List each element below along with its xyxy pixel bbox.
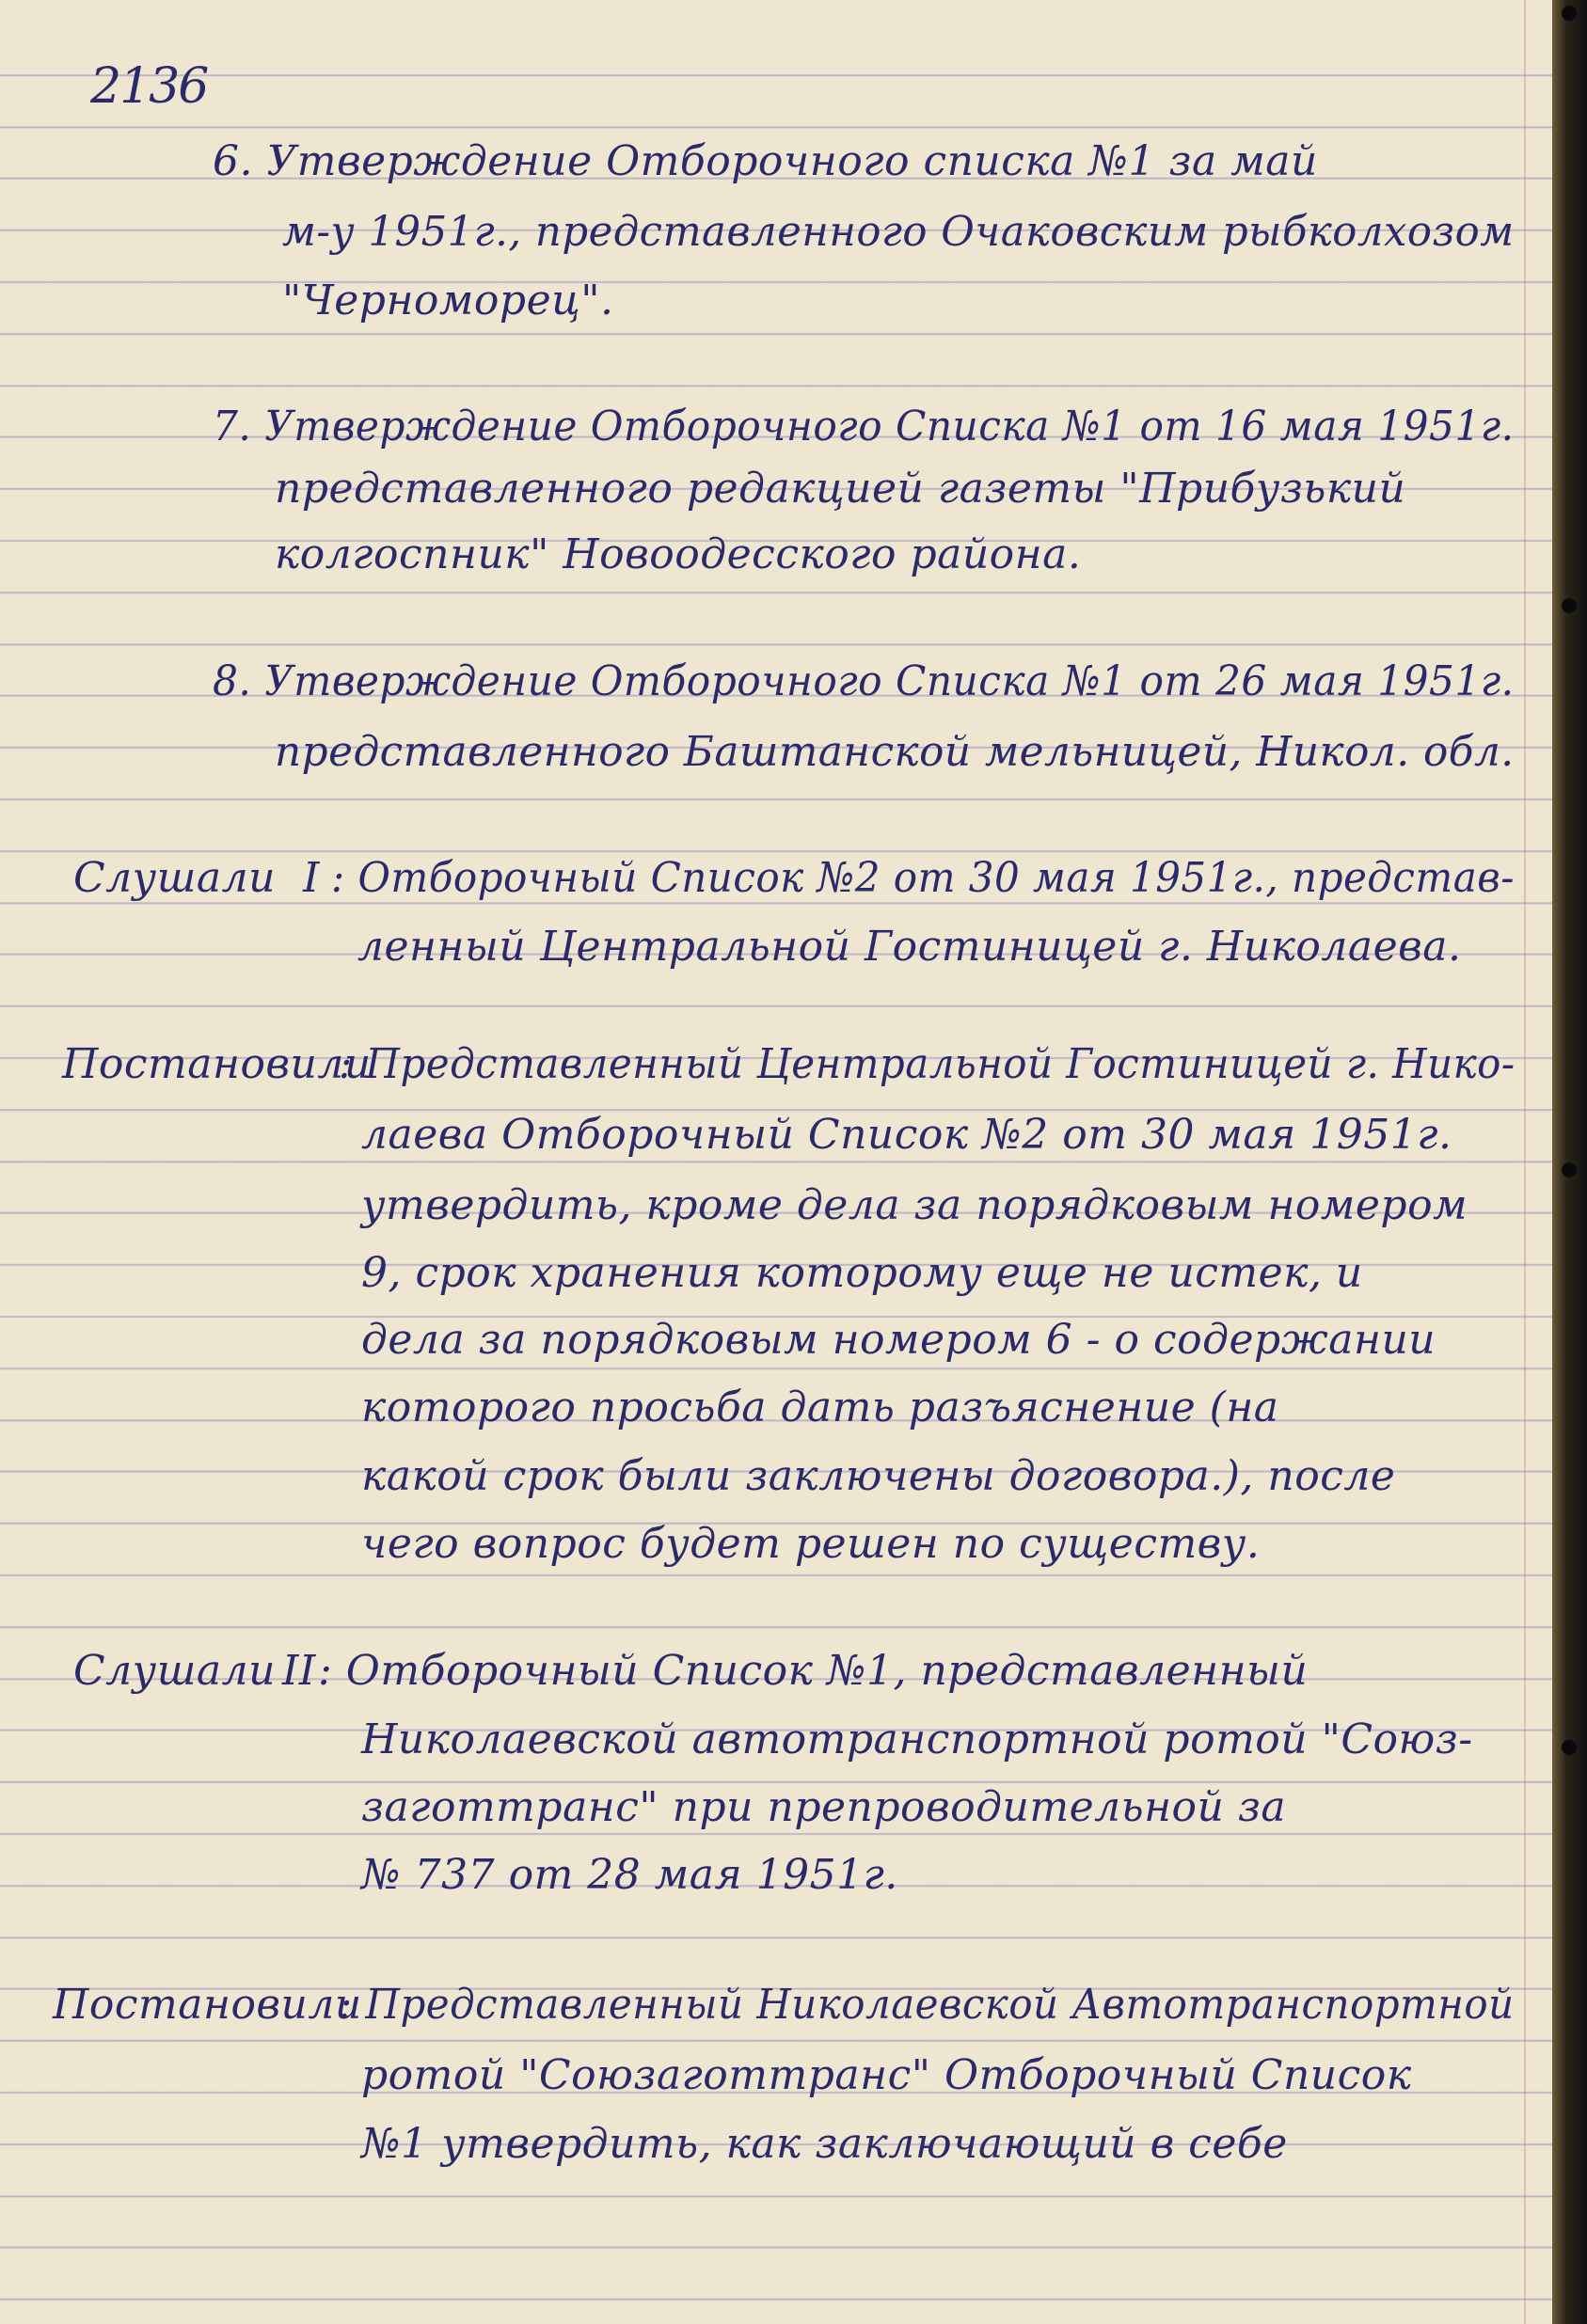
item-7-line-1: 7. Утверждение Отборочного Списка №1 от 16 мая 1951г. [213, 403, 1515, 451]
section-1-roman: I [303, 854, 320, 902]
item-7-line-3: колгоспник" Новоодесского района. [275, 530, 1082, 578]
section-2-line-4: 9, срок хранения которому еще не истек, и [361, 1249, 1363, 1297]
section-2-line-5: дела за порядковым номером 6 - о содержании [361, 1316, 1436, 1364]
section-1-line-2: ленный Центральной Гостиницей г. Николаева. [357, 923, 1462, 971]
section-2-line-8: чего вопрос будет решен по существу. [361, 1520, 1261, 1568]
section-4-label: Постановили [53, 1981, 362, 2029]
section-2-line-2: лаева Отборочный Список №2 от 30 мая 1951г. [361, 1111, 1452, 1159]
section-3-roman: II [282, 1647, 316, 1695]
section-3-line-4: № 737 от 28 мая 1951г. [361, 1851, 898, 1899]
section-1-label: Слушали [73, 854, 276, 902]
section-2-label: Постановили [62, 1040, 372, 1088]
section-3-line-1: : Отборочный Список №1, представленный [318, 1647, 1309, 1695]
item-6-line-3: "Черноморец". [282, 277, 614, 324]
margin-line [1524, 0, 1526, 2324]
item-8-line-1: 8. Утверждение Отборочного Списка №1 от 26 мая 1951г. [213, 657, 1515, 705]
binding-hole [1562, 6, 1577, 21]
section-1-line-1: : Отборочный Список №2 от 30 мая 1951г., представ- [331, 854, 1515, 902]
section-2-line-7: какой срок были заключены договора.), после [361, 1452, 1396, 1500]
binding-hole [1562, 1740, 1577, 1755]
section-3-line-3: заготтранс" при препроводительной за [361, 1783, 1287, 1831]
section-3-label: Слушали [73, 1647, 276, 1695]
section-2-line-3: утвердить, кроме дела за порядковым номером [361, 1181, 1468, 1229]
page-number: 2136 [90, 58, 208, 115]
section-4-line-3: №1 утвердить, как заключающий в себе [361, 2120, 1288, 2168]
item-6-line-1: 6. Утверждение Отборочного списка №1 за май [213, 137, 1318, 185]
section-3-line-2: Николаевской автотранспортной ротой "Союз- [361, 1715, 1473, 1763]
section-2-line-6: которого просьба дать разъяснение (на [361, 1383, 1279, 1431]
binding-hole [1562, 1162, 1577, 1178]
item-6-line-2: м-у 1951г., представленного Очаковским рыбколхозом [282, 208, 1515, 256]
section-2-line-1: : Представленный Центральной Гостиницей г. Нико- [339, 1040, 1516, 1088]
item-7-line-2: представленного редакцией газеты "Прибузький [275, 465, 1406, 513]
item-8-line-2: представленного Баштанской мельницей, Никол. обл. [275, 728, 1515, 776]
binding-hole [1562, 598, 1577, 613]
section-4-line-1: : Представленный Николаевской Автотранспортной [339, 1981, 1515, 2029]
section-4-line-2: ротой "Союзаготтранс" Отборочный Список [361, 2051, 1412, 2099]
